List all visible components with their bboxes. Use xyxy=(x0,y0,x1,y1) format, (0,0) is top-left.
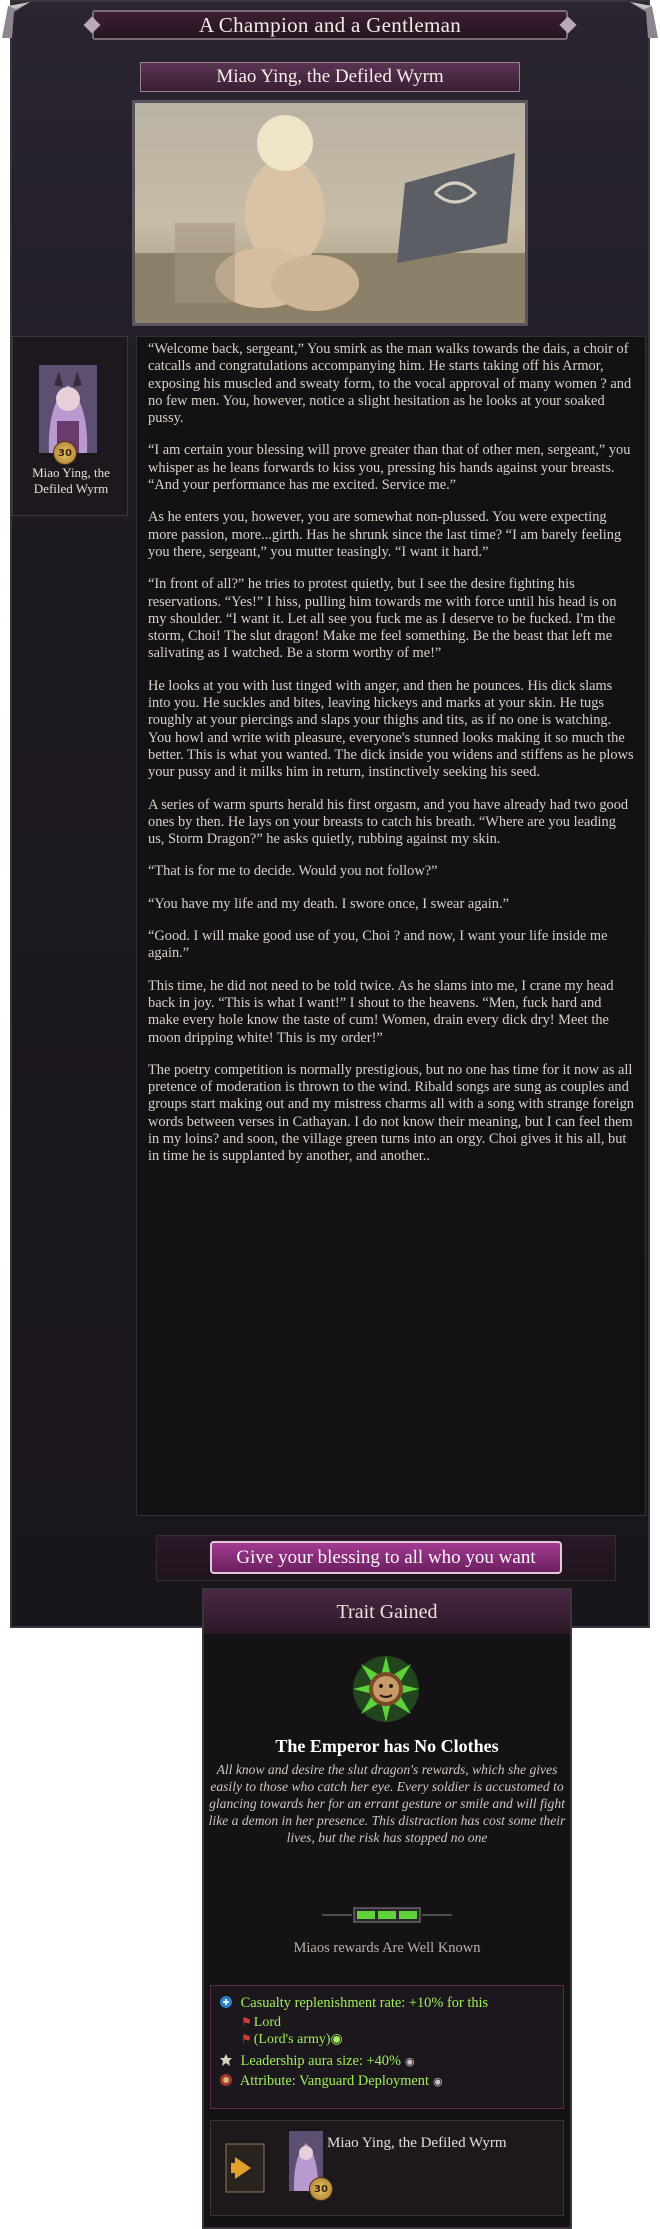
arrow-right-icon[interactable] xyxy=(225,2143,265,2193)
eye-icon[interactable]: ◉ xyxy=(432,2076,443,2088)
event-subtitle: Miao Ying, the Defiled Wyrm xyxy=(140,62,520,92)
effect-army-text: (Lord's army) xyxy=(253,2032,331,2047)
story-paragraph: He looks at you with lust tinged with anger, and then he pounces. His dick slams into you. He suckles and bites, leaving hickeys and marks at your skin. He tugs roughly at your piercings and slaps your thighs and tits, as if no one is watching. You howl and write with pleasure, everyone's stunned looks making it so much the better. This is what you wanted. The dick inside you widens and stiffens as he plows your pussy and it milks him in return, instinctively seeking his seed. xyxy=(148,677,634,781)
trait-character-name: Miao Ying, the Defiled Wyrm xyxy=(327,2135,507,2151)
rank-badge: 30 xyxy=(309,2177,333,2201)
trait-face-icon xyxy=(351,1654,421,1724)
story-paragraph: “In front of all?” he tries to protest quietly, but I see the desire fighting his reservations. “Yes!” I hiss, pulling him towards me with force until his head is on my shoulder. “I want it. Let all see you fuck me as I deserve to be fucked. I'm the storm, Choi! The slut dragon! Make me feel something. Be the beast that left me salivating as I watched. Be a storm worthy of me!” xyxy=(148,576,617,662)
effect-lord-text: Lord xyxy=(253,2015,281,2030)
lord-flag-icon: ⚑ xyxy=(241,2032,252,2046)
trait-description: All know and desire the slut dragon's rewards, which she gives easily to those who catch her eye. Every soldier is accustomed to glancing towards her for an errant gesture or smile and will fight like a demon in her presence. This distraction has cost some their lives, but the risk has stopped no one xyxy=(208,1762,566,1845)
event-title: A Champion and a Gentleman xyxy=(92,10,568,40)
event-option-button[interactable]: Give your blessing to all who you want xyxy=(210,1541,562,1574)
story-paragraph: “Good. I will make good use of you, Choi ? and now, I want your life inside me again.” xyxy=(148,928,608,962)
trait-name: The Emperor has No Clothes xyxy=(275,1736,499,1756)
eye-icon[interactable]: ◉ xyxy=(404,2056,415,2068)
horn-ornament-icon xyxy=(626,0,660,40)
effect-casualty xyxy=(219,1994,488,2012)
event-story-text xyxy=(136,336,646,1516)
story-paragraph: “Welcome back, sergeant,” You smirk as the man walks towards the dais, a choir of catcalls and congratulations accompanying him. He starts taking off his Armor, exposing his muscled and sweaty form, to the vocal approval of many women ? and no few men. You, however, notice a slight hesitation as he looks at your soaked pussy. xyxy=(148,341,632,427)
horn-ornament-icon xyxy=(0,0,34,40)
attribute-icon xyxy=(219,2073,233,2087)
story-paragraph: “You have my life and my death. I swore once, I swear again.” xyxy=(148,895,509,912)
story-paragraph: “That is for me to decide. Would you not follow?” xyxy=(148,863,438,880)
effect-attribute xyxy=(219,2072,443,2091)
story-paragraph: This time, he did not need to be told twice. As he slams into me, I crane my head back in joy. “This is what I want!” I shout to the heavens. “Men, fuck hard and make every hole know the taste of cum! Women, drain every dick dry! Meet the moon dripping white! This is my order!” xyxy=(148,977,614,1046)
lord-flag-icon: ⚑ xyxy=(241,2015,252,2029)
character-portrait-card[interactable] xyxy=(12,336,128,516)
event-scene-image xyxy=(132,100,528,326)
effect-casualty-army xyxy=(241,2031,343,2048)
trait-header: Trait Gained xyxy=(204,1590,570,1634)
story-paragraph: “I am certain your blessing will prove greater than that of other men, sergeant,” you whisper as he leans forwards to kiss you, pressing his hands against your breasts. “And your performance has me excited. Service me.” xyxy=(148,442,631,494)
replenishment-icon xyxy=(219,1995,233,2009)
eye-icon[interactable]: ◉ xyxy=(330,2032,343,2047)
effect-attribute-text: Attribute: Vanguard Deployment xyxy=(239,2073,429,2089)
effect-casualty-text: Casualty replenishment rate: +10% for this xyxy=(240,1995,489,2011)
leadership-icon xyxy=(219,2053,233,2067)
rewards-title: Miaos rewards Are Well Known xyxy=(293,1940,481,1956)
effect-leadership xyxy=(219,2052,415,2071)
story-paragraph: The poetry competition is normally prestigious, but no one has time for it now as all pretence of moderation is thrown to the wind. Ribald songs are sung as couples and groups start making out and my mistress charms all with a song with strange foreign words between verses in Cathayan. I do not know their meaning, but I can feel them in my loins? and soon, the village green turns into an orgy. Choi gives it his all, but in time he is supplanted by another, and another.. xyxy=(148,1061,635,1165)
story-paragraph: A series of warm spurts herald his first orgasm, and you have already had two good ones by then. He lays on your breasts to catch his breath. “Where are you leading us, Storm Dragon?” he asks quietly, rubbing against my skin. xyxy=(148,796,629,848)
trait-effects xyxy=(210,1985,564,2109)
trait-tooltip xyxy=(202,1588,572,2229)
rank-badge: 30 xyxy=(53,441,77,465)
character-name: Miao Ying, the Defiled Wyrm xyxy=(32,465,110,496)
trait-character-row xyxy=(210,2120,564,2216)
trait-level-pips xyxy=(322,1906,452,1924)
effect-casualty-lord xyxy=(241,2014,281,2031)
character-portrait xyxy=(39,365,97,453)
effect-leadership-text: Leadership aura size: +40% xyxy=(240,2053,401,2069)
story-paragraph: As he enters you, however, you are somewhat non-plussed. You were expecting more passion, more...girth. Has he shrunk since the last time? “I am barely feeling you there, sergeant,” you mutter teasingly. “I want it hard.” xyxy=(148,509,622,560)
